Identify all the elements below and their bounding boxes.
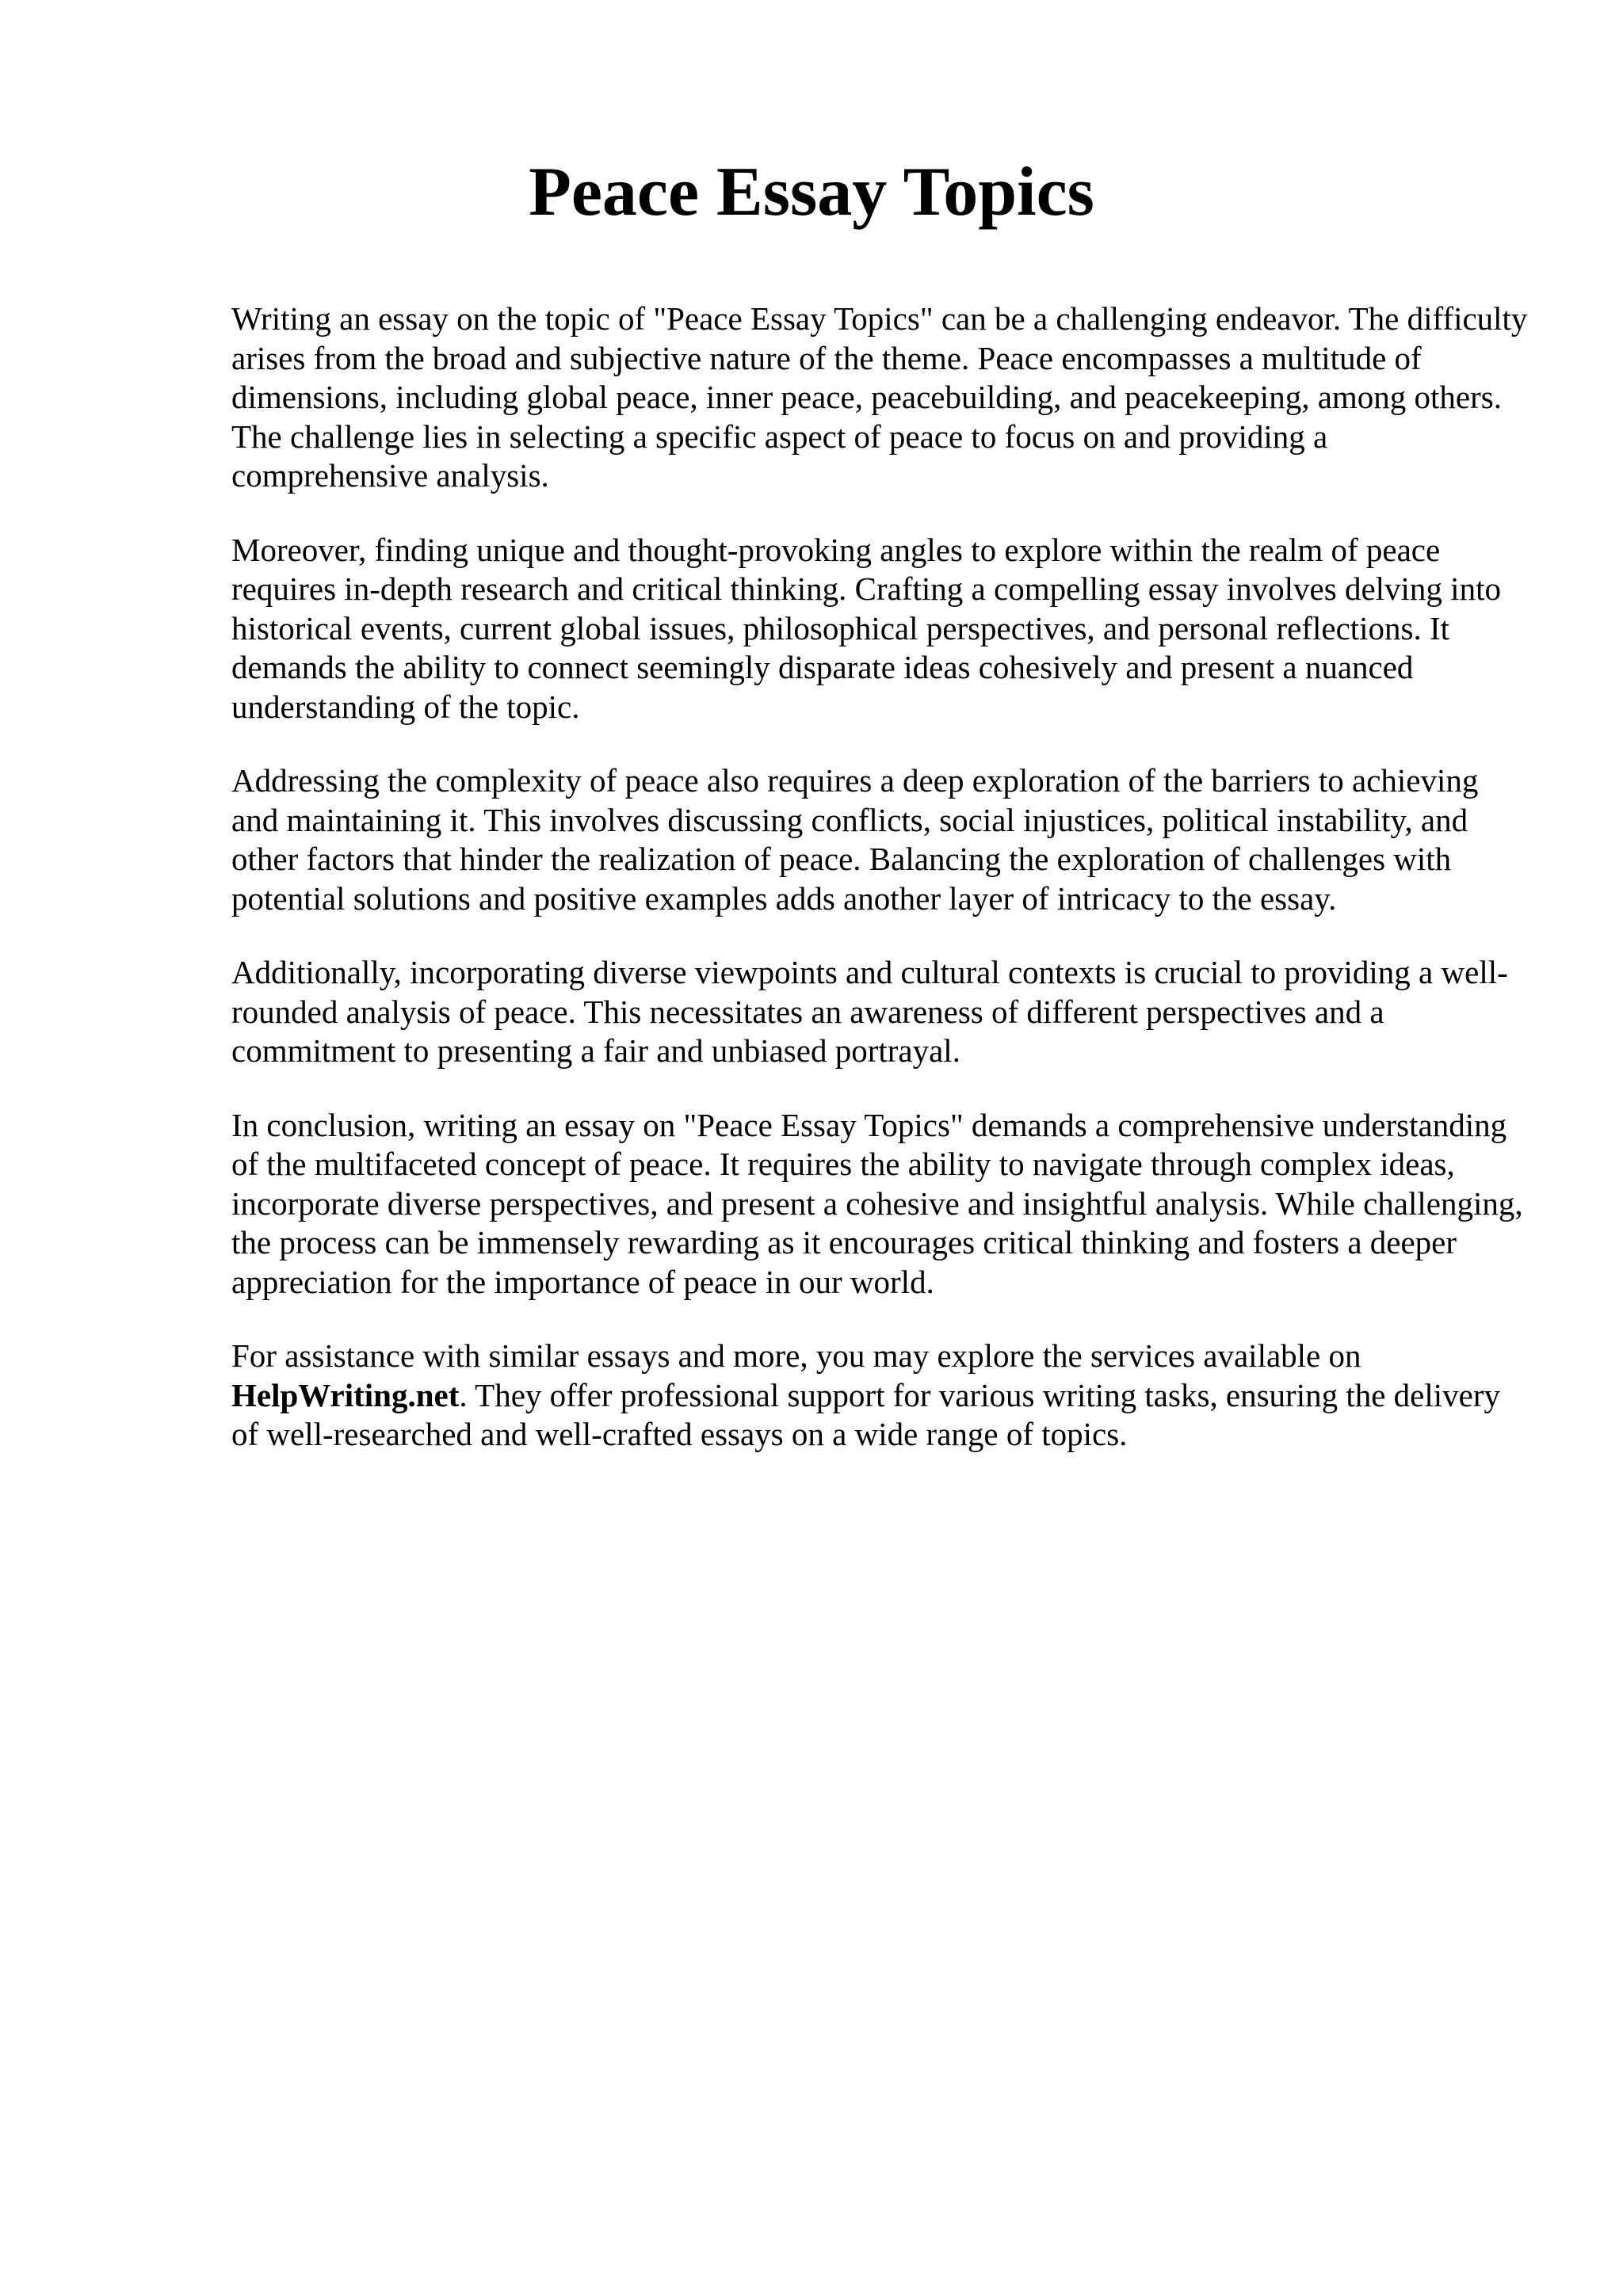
document-title: Peace Essay Topics <box>529 154 1094 231</box>
paragraph-conclusion: In conclusion, writing an essay on "Peace Essay Topics" demands a comprehensive understanding of the multifaceted concept of peace. It requires the ability to navigate through complex ideas, incorporate diverse perspectives, and present a cohesive and insightful analysis. While challenging, the process can be immensely rewarding as it encourages critical thinking and fosters a deeper appreciation for the importance of peace in our world. <box>231 1106 1523 1300</box>
paragraph-viewpoints: Additionally, incorporating diverse viewpoints and cultural contexts is crucial to providing a well-rounded analysis of peace. This necessitates an awareness of different perspectives and a commitment to presenting a fair and unbiased portrayal. <box>231 954 1508 1069</box>
closing-lead-text: For assistance with similar essays and more, you may explore the services available on <box>231 1337 1361 1374</box>
paragraph-research: Moreover, finding unique and thought-provoking angles to explore within the realm of peace requires in-depth research and critical thinking. Crafting a compelling essay involves delving into historical events, current global issues, philosophical perspectives, and personal reflections. It demands the ability to connect seemingly disparate ideas cohesively and present a nuanced understanding of the topic. <box>231 531 1501 725</box>
brand-name: HelpWriting.net <box>231 1376 460 1413</box>
paragraph-barriers: Addressing the complexity of peace also requires a deep exploration of the barriers to achieving and maintaining it. This involves discussing conflicts, social injustices, political instability, and other factors that hinder the realization of peace. Balancing the exploration of challenges with potential solutions and positive examples adds another layer of intricacy to the essay. <box>231 762 1479 917</box>
closing-tail-text: . They offer professional support for various writing tasks, ensuring the delivery of well-researched and well-crafted essays on a wide range of topics. <box>231 1376 1501 1452</box>
paragraph-closing <box>231 1337 1531 1455</box>
paragraph-intro: Writing an essay on the topic of "Peace Essay Topics" can be a challenging endeavor. The difficulty arises from the broad and subjective nature of the theme. Peace encompasses a multitude of dimensions, including global peace, inner peace, peacebuilding, and peacekeeping, among others. The challenge lies in selecting a specific aspect of peace to focus on and providing a comprehensive analysis. <box>231 300 1528 494</box>
document-body <box>231 299 1531 1489</box>
